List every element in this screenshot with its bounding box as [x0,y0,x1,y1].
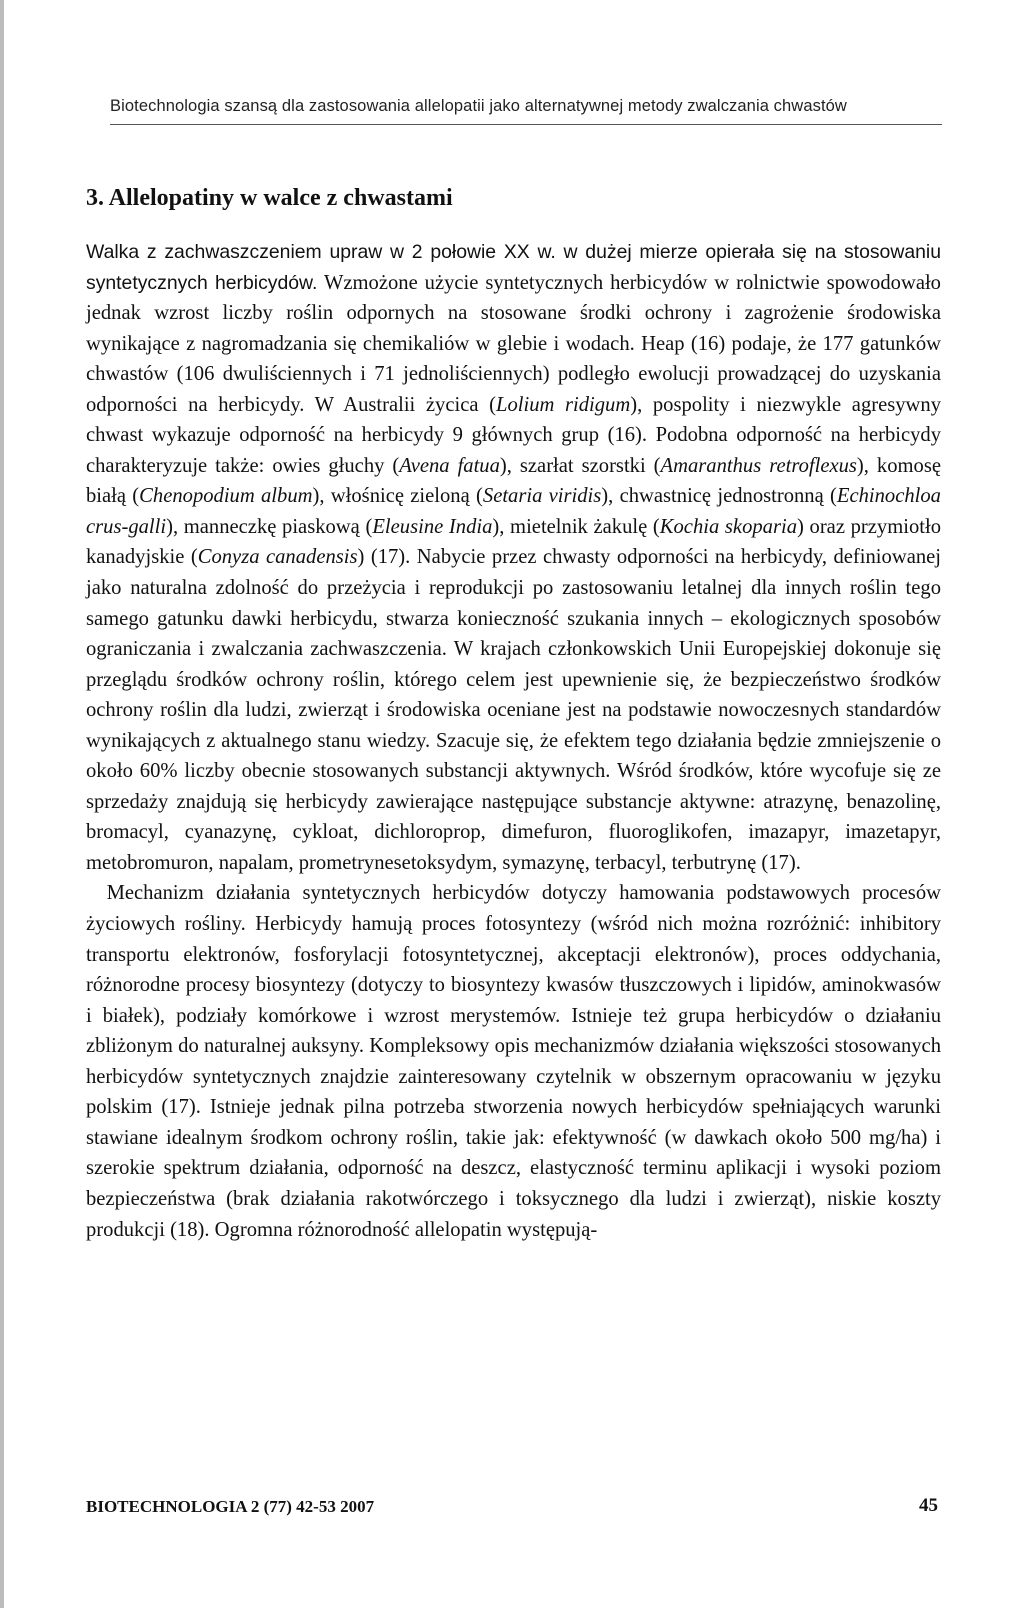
text-run: ), szarłat szorstki ( [499,454,661,477]
text-run: ), komosę białą ( [86,454,941,508]
latin-species-name: Chenopodium album [139,485,313,508]
lead-sentences: Walka z zachwaszczeniem upraw w 2 połowie XX w. w dużej mierze opierała się na stosowaniu syntetycznych herbicydów. [86,241,941,294]
text-run: Wzmożone użycie syntetycznych herbicydów w rolnictwie spowodowało jednak wzrost liczby roślin odpornych na stosowane środki ochrony i zagrożenie środowiska wynikające z nagromadzania się chemikaliów w glebie i wodach. Heap (16) podaje, że 177 gatunków chwastów (106 dwuliściennych i 71 jednoliściennych) podległo ewolucji prowadzącej do uzyskania odporności na herbicydy. W Australii życica ( [86,271,941,416]
body-text [86,237,941,1245]
text-run: ) (17). Nabycie przez chwasty odporności na herbicydy, definiowanej jako naturalna zdolność do przeżycia i reprodukcji po zastosowaniu letalnej dla innych roślin tego samego gatunku dawki herbicydu, stwarza konieczność szukania innych – ekologicznych sposobów ograniczania i zwalczania zachwaszczenia. W krajach członkowskich Unii Europejskiej dokonuje się przeglądu środków ochrony roślin, którego celem jest upewnienie się, że bezpieczeństwo środków ochrony roślin dla ludzi, zwierząt i środowiska oceniane jest na podstawie nowoczesnych standardów wynikających z aktualnego stanu wiedzy. Szacuje się, że efektem tego działania będzie zmniejszenie o około 60% liczby obecnie stosowanych substancji aktywnych. Wśród środków, które wycofuje się ze sprzedaży znajdują się herbicydy zawierające następujące substancje aktywne: atrazynę, benazolinę, bromacyl, cyanazynę, cykloat, dichloroprop, dimefuron, fluoroglikofen, imazapyr, imazetapyr, metobromuron, napalam, prometrynesetoksydym, symazynę, terbacyl, terbutrynę (17). [86,546,941,874]
paragraph-1-text [86,272,941,874]
text-run: ), pospolity i niezwykle agresywny chwast wykazuje odporność na herbicydy 9 głównych grup (16). Podobna odporność na herbicydy charakteryzuje także: owies głuchy ( [86,393,942,477]
header-rule [110,124,942,125]
section-title: 3. Allelopatiny w walce z chwastami [86,185,453,211]
latin-species-name: Lolium ridigum [496,393,631,416]
scan-edge [0,0,4,1608]
latin-species-name: Echinochloa crus-galli [86,485,941,538]
paragraph-1 [86,237,941,878]
paragraph-2-text: Mechanizm działania syntetycznych herbicydów dotyczy hamowania podstawowych procesów życiowych rośliny. Herbicydy hamują proces fotosyntezy (wśród nich można rozróżnić: inhibitory transportu elektronów, fosforylacji fotosyntetycznej, akceptacji elektronów), proces oddychania, różnorodne procesy biosyntezy (dotyczy to biosyntezy kwasów tłuszczowych i lipidów, aminokwasów i białek), podziały komórkowe i wzrost merystemów. Istnieje też grupa herbicydów o działaniu zbliżonym do naturalnej auksyny. Kompleksowy opis mechanizmów działania większości stosowanych herbicydów syntetycznych znajdzie zainteresowany czytelnik w obszernym opracowaniu w języku polskim (17). Istnieje jednak pilna potrzeba stworzenia nowych herbicydów spełniających warunki stawiane idealnym środkom ochrony roślin, takie jak: efektywność (w dawkach około 500 mg/ha) i szerokie spektrum działania, odporność na deszcz, elastyczność terminu aplikacji i wysoki poziom bezpieczeństwa (brak działania rakotwórczego i toksycznego dla ludzi i zwierząt), niskie koszty produkcji (18). Ogromna różnorodność allelopatin występują- [86,882,941,1241]
text-run: ), chwastnicę jednostronną ( [601,485,837,508]
latin-species-name: Conyza canadensis [197,546,358,569]
paragraph-2 [86,878,941,1245]
text-run: ) oraz przymiotło kanadyjskie ( [86,515,941,569]
text-run: ), włośnicę zieloną ( [312,485,483,508]
journal-footer: BIOTECHNOLOGIA 2 (77) 42-53 2007 [86,1497,375,1516]
latin-species-name: Avena fatua [399,454,500,477]
latin-species-name: Setaria viridis [482,485,602,508]
page-number: 45 [919,1495,938,1516]
text-run: ), mietelnik żakulę ( [492,515,660,538]
running-head: Biotechnologia szansą dla zastosowania allelopatii jako alternatywnej metody zwalczania chwastów [110,97,847,115]
latin-species-name: Kochia skoparia [659,515,797,538]
text-run: ), manneczkę piaskową ( [166,515,373,538]
latin-species-name: Amaranthus retroflexus [660,454,857,477]
latin-species-name: Eleusine India [372,515,493,538]
